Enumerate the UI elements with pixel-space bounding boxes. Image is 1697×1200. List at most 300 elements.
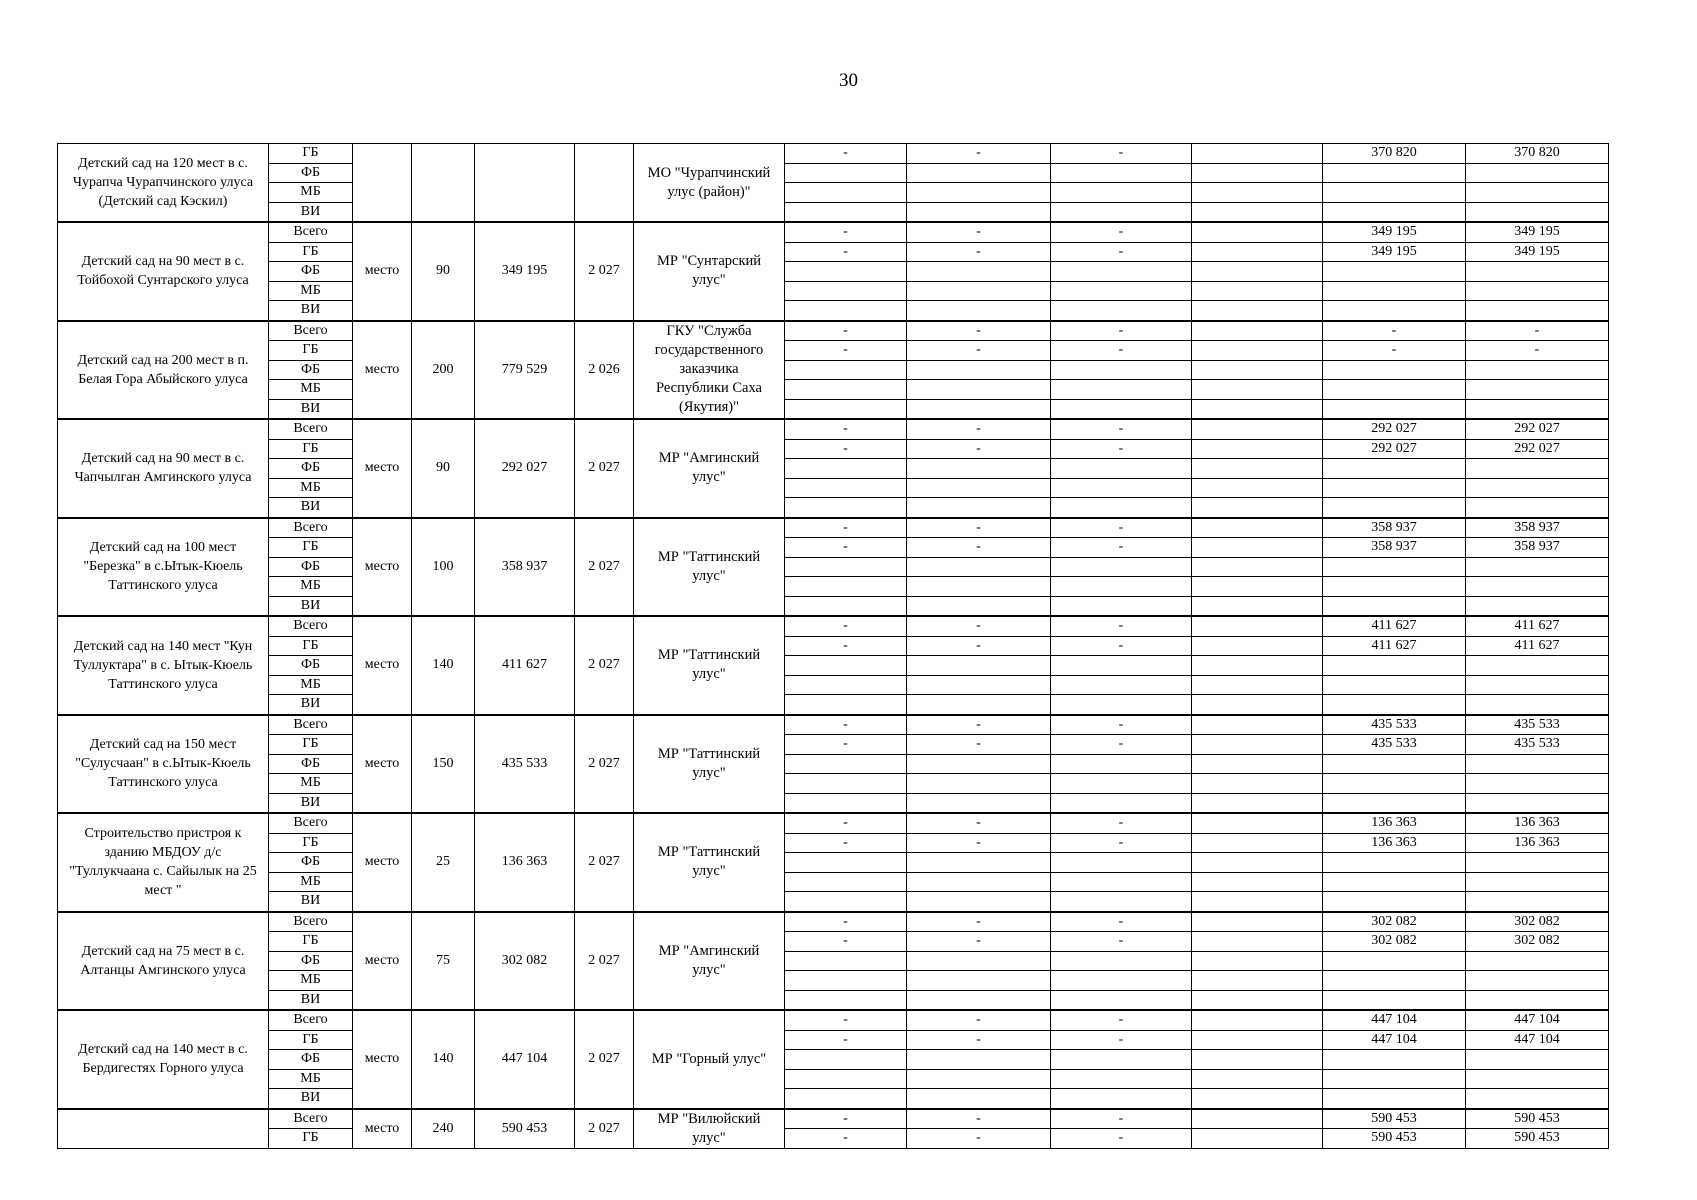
customer-cell: МР "Таттинский улус" — [634, 813, 785, 912]
funding-value-cell: - — [785, 222, 907, 242]
funding-value-cell: 292 027 — [1323, 439, 1466, 459]
funding-value-cell: - — [1051, 715, 1192, 735]
funding-value-cell — [785, 301, 907, 321]
funding-value-cell: - — [785, 144, 907, 164]
funding-value-cell — [1323, 892, 1466, 912]
funding-value-cell: - — [785, 1109, 907, 1129]
customer-cell: МР "Горный улус" — [634, 1010, 785, 1109]
funding-value-cell — [907, 596, 1051, 616]
funding-source-cell: МБ — [269, 872, 353, 892]
funding-source-cell: ГБ — [269, 636, 353, 656]
funding-value-cell: - — [785, 813, 907, 833]
funding-value-cell: 136 363 — [1323, 833, 1466, 853]
capacity-cell: 75 — [412, 912, 475, 1011]
funding-value-cell: - — [907, 735, 1051, 755]
funding-value-cell: 447 104 — [1323, 1010, 1466, 1030]
funding-value-cell — [1323, 577, 1466, 597]
object-name-cell: Детский сад на 90 мест в с. Тойбохой Сунтарского улуса — [58, 222, 269, 321]
table-row — [58, 439, 1609, 459]
object-name-cell: Детский сад на 150 мест "Сулусчаан" в с.Ытык-Кюель Таттинского улуса — [58, 715, 269, 814]
funding-value-cell — [785, 1089, 907, 1109]
funding-value-cell — [1192, 596, 1323, 616]
funding-value-cell — [785, 557, 907, 577]
table-row — [58, 932, 1609, 952]
funding-value-cell — [907, 1069, 1051, 1089]
customer-cell: МР "Амгинский улус" — [634, 912, 785, 1011]
funding-value-cell: - — [1051, 616, 1192, 636]
funding-source-cell: ФБ — [269, 951, 353, 971]
funding-value-cell — [1192, 163, 1323, 183]
funding-value-cell — [1323, 459, 1466, 479]
table-row — [58, 301, 1609, 321]
capacity-cell: 140 — [412, 1010, 475, 1109]
funding-value-cell: - — [1051, 636, 1192, 656]
funding-value-cell — [1051, 1050, 1192, 1070]
funding-value-cell — [1192, 538, 1323, 558]
funding-value-cell: - — [785, 321, 907, 341]
funding-value-cell — [1323, 498, 1466, 518]
funding-value-cell — [907, 557, 1051, 577]
funding-value-cell: - — [907, 912, 1051, 932]
funding-value-cell — [1323, 1069, 1466, 1089]
page-number: 30 — [839, 70, 858, 91]
funding-source-cell: ВИ — [269, 1089, 353, 1109]
table-row — [58, 675, 1609, 695]
funding-value-cell — [1051, 557, 1192, 577]
funding-source-cell: Всего — [269, 419, 353, 439]
funding-value-cell — [1323, 675, 1466, 695]
funding-value-cell: - — [785, 715, 907, 735]
funding-value-cell — [1466, 557, 1609, 577]
funding-source-cell: Всего — [269, 1010, 353, 1030]
funding-value-cell: - — [907, 144, 1051, 164]
funding-value-cell — [1192, 498, 1323, 518]
funding-value-cell: 411 627 — [1466, 636, 1609, 656]
table-row — [58, 202, 1609, 222]
funding-value-cell: - — [907, 1129, 1051, 1149]
funding-value-cell: - — [1051, 912, 1192, 932]
funding-source-cell: Всего — [269, 912, 353, 932]
funding-value-cell — [1323, 163, 1466, 183]
funding-value-cell — [1051, 853, 1192, 873]
unit-cell: место — [353, 1010, 412, 1109]
funding-value-cell: - — [907, 932, 1051, 952]
funding-value-cell — [1192, 1050, 1323, 1070]
table-row — [58, 577, 1609, 597]
funding-value-cell — [907, 459, 1051, 479]
funding-value-cell: - — [907, 518, 1051, 538]
table-row — [58, 557, 1609, 577]
funding-value-cell — [907, 163, 1051, 183]
table-row — [58, 498, 1609, 518]
funding-value-cell — [1051, 1089, 1192, 1109]
funding-value-cell: - — [785, 833, 907, 853]
customer-cell: МР "Таттинский улус" — [634, 518, 785, 617]
funding-value-cell: - — [785, 1129, 907, 1149]
cost-cell: 447 104 — [475, 1010, 575, 1109]
funding-value-cell: 435 533 — [1323, 735, 1466, 755]
funding-source-cell: МБ — [269, 774, 353, 794]
funding-value-cell — [1192, 1109, 1323, 1129]
funding-value-cell: - — [785, 242, 907, 262]
funding-value-cell — [1192, 1069, 1323, 1089]
funding-value-cell — [907, 281, 1051, 301]
funding-value-cell — [785, 656, 907, 676]
funding-value-cell: 435 533 — [1466, 735, 1609, 755]
funding-value-cell: - — [907, 242, 1051, 262]
funding-value-cell: - — [1051, 932, 1192, 952]
funding-source-cell: ВИ — [269, 990, 353, 1010]
funding-value-cell: - — [907, 419, 1051, 439]
customer-cell: МР "Амгинский улус" — [634, 419, 785, 518]
funding-source-cell: Всего — [269, 1109, 353, 1129]
funding-value-cell: 358 937 — [1466, 538, 1609, 558]
funding-value-cell — [1466, 360, 1609, 380]
funding-value-cell: - — [1051, 538, 1192, 558]
funding-value-cell — [785, 1069, 907, 1089]
funding-value-cell — [1051, 202, 1192, 222]
year-cell: 2 027 — [575, 1010, 634, 1109]
table-row — [58, 1069, 1609, 1089]
funding-value-cell — [907, 754, 1051, 774]
capacity-cell: 150 — [412, 715, 475, 814]
funding-value-cell: - — [785, 439, 907, 459]
funding-value-cell — [1466, 498, 1609, 518]
funding-value-cell — [1051, 360, 1192, 380]
funding-value-cell — [1466, 163, 1609, 183]
funding-value-cell — [1192, 478, 1323, 498]
table-row — [58, 912, 1609, 932]
funding-value-cell — [1192, 932, 1323, 952]
funding-value-cell — [1323, 971, 1466, 991]
funding-value-cell: - — [785, 1010, 907, 1030]
funding-value-cell: 292 027 — [1323, 419, 1466, 439]
funding-value-cell: - — [907, 1109, 1051, 1129]
funding-value-cell — [1323, 951, 1466, 971]
capacity-cell: 90 — [412, 222, 475, 321]
funding-value-cell: 349 195 — [1466, 242, 1609, 262]
funding-value-cell — [1192, 793, 1323, 813]
funding-value-cell — [1051, 163, 1192, 183]
funding-value-cell — [785, 262, 907, 282]
funding-value-cell — [1192, 675, 1323, 695]
funding-value-cell: - — [1051, 518, 1192, 538]
object-name-cell: Строительство пристроя к зданию МБДОУ д/с "Туллукчаана с. Сайылык на 25 мест " — [58, 813, 269, 912]
table-row — [58, 281, 1609, 301]
funding-value-cell — [1192, 1129, 1323, 1149]
funding-value-cell — [907, 853, 1051, 873]
customer-cell: МО "Чурапчинский улус (район)" — [634, 144, 785, 223]
funding-value-cell: 370 820 — [1466, 144, 1609, 164]
funding-value-cell — [1051, 971, 1192, 991]
object-name-cell: Детский сад на 140 мест в с. Бердигестях Горного улуса — [58, 1010, 269, 1109]
table-row — [58, 636, 1609, 656]
table-row — [58, 971, 1609, 991]
funding-value-cell — [1192, 1030, 1323, 1050]
funding-value-cell — [1466, 675, 1609, 695]
year-cell: 2 027 — [575, 518, 634, 617]
funding-source-cell: ФБ — [269, 163, 353, 183]
customer-cell: ГКУ "Служба государственного заказчика Республики Саха (Якутия)" — [634, 321, 785, 420]
table-body — [58, 144, 1609, 1149]
funding-value-cell — [907, 478, 1051, 498]
funding-value-cell — [1192, 202, 1323, 222]
funding-value-cell — [1466, 853, 1609, 873]
funding-value-cell — [1192, 321, 1323, 341]
year-cell: 2 027 — [575, 912, 634, 1011]
funding-source-cell: ВИ — [269, 596, 353, 616]
unit-cell: место — [353, 616, 412, 715]
capacity-cell: 90 — [412, 419, 475, 518]
funding-value-cell: - — [907, 813, 1051, 833]
funding-value-cell — [1192, 951, 1323, 971]
funding-value-cell — [785, 754, 907, 774]
funding-value-cell — [1051, 478, 1192, 498]
funding-value-cell: - — [907, 439, 1051, 459]
funding-value-cell: - — [907, 341, 1051, 361]
funding-value-cell: - — [907, 538, 1051, 558]
customer-cell: МР "Таттинский улус" — [634, 715, 785, 814]
table-row — [58, 892, 1609, 912]
funding-value-cell — [1466, 1089, 1609, 1109]
funding-value-cell — [1466, 872, 1609, 892]
funding-value-cell: - — [1051, 144, 1192, 164]
funding-value-cell — [1051, 281, 1192, 301]
funding-value-cell — [1323, 262, 1466, 282]
funding-value-cell — [1192, 656, 1323, 676]
funding-value-cell — [1323, 557, 1466, 577]
table-row — [58, 990, 1609, 1010]
funding-value-cell — [1192, 380, 1323, 400]
funding-value-cell — [1466, 656, 1609, 676]
object-name-cell: Детский сад на 120 мест в с. Чурапча Чурапчинского улуса (Детский сад Кэскил) — [58, 144, 269, 223]
funding-value-cell: - — [785, 912, 907, 932]
funding-value-cell — [1192, 144, 1323, 164]
funding-value-cell — [907, 262, 1051, 282]
funding-value-cell — [1323, 596, 1466, 616]
funding-value-cell: 370 820 — [1323, 144, 1466, 164]
funding-value-cell — [1466, 183, 1609, 203]
object-name-cell: Детский сад на 100 мест "Березка" в с.Ытык-Кюель Таттинского улуса — [58, 518, 269, 617]
funding-value-cell: 302 082 — [1323, 932, 1466, 952]
funding-value-cell — [1051, 459, 1192, 479]
funding-value-cell — [1192, 636, 1323, 656]
funding-value-cell — [907, 675, 1051, 695]
funding-value-cell — [907, 380, 1051, 400]
cost-cell: 292 027 — [475, 419, 575, 518]
capacity-cell — [412, 144, 475, 223]
funding-value-cell: 435 533 — [1466, 715, 1609, 735]
table-row — [58, 144, 1609, 164]
funding-value-cell — [1051, 301, 1192, 321]
funding-source-cell: ФБ — [269, 262, 353, 282]
funding-value-cell — [1466, 577, 1609, 597]
funding-value-cell — [785, 793, 907, 813]
funding-value-cell — [907, 577, 1051, 597]
funding-value-cell — [785, 892, 907, 912]
funding-source-cell: ГБ — [269, 1129, 353, 1149]
object-name-cell: Детский сад на 140 мест "Кун Туллуктара" в с. Ытык-Кюель Таттинского улуса — [58, 616, 269, 715]
funding-value-cell: - — [907, 1030, 1051, 1050]
cost-cell: 435 533 — [475, 715, 575, 814]
funding-value-cell — [1466, 380, 1609, 400]
funding-value-cell — [1323, 478, 1466, 498]
funding-value-cell: 136 363 — [1466, 813, 1609, 833]
funding-value-cell — [1051, 774, 1192, 794]
funding-value-cell — [1192, 242, 1323, 262]
funding-value-cell — [1051, 872, 1192, 892]
funding-value-cell — [1051, 695, 1192, 715]
table-row — [58, 518, 1609, 538]
funding-value-cell — [1192, 853, 1323, 873]
funding-value-cell — [1192, 399, 1323, 419]
unit-cell — [353, 144, 412, 223]
funding-value-cell: - — [1051, 222, 1192, 242]
table-row — [58, 262, 1609, 282]
funding-value-cell: 411 627 — [1466, 616, 1609, 636]
funding-value-cell — [1323, 793, 1466, 813]
funding-value-cell — [1192, 577, 1323, 597]
funding-value-cell — [1051, 262, 1192, 282]
funding-value-cell: - — [1051, 1109, 1192, 1129]
funding-source-cell: ФБ — [269, 557, 353, 577]
funding-source-cell: ГБ — [269, 144, 353, 164]
funding-value-cell — [907, 695, 1051, 715]
funding-value-cell — [1192, 912, 1323, 932]
cost-cell: 136 363 — [475, 813, 575, 912]
funding-value-cell: 358 937 — [1323, 538, 1466, 558]
funding-value-cell — [785, 380, 907, 400]
customer-cell: МР "Таттинский улус" — [634, 616, 785, 715]
funding-value-cell — [907, 202, 1051, 222]
funding-value-cell: 349 195 — [1466, 222, 1609, 242]
funding-value-cell — [1051, 1069, 1192, 1089]
funding-value-cell — [907, 892, 1051, 912]
funding-value-cell — [1051, 577, 1192, 597]
funding-value-cell — [1192, 301, 1323, 321]
funding-value-cell — [907, 1050, 1051, 1070]
table-row — [58, 951, 1609, 971]
funding-value-cell: - — [785, 518, 907, 538]
funding-value-cell — [907, 951, 1051, 971]
funding-value-cell — [907, 971, 1051, 991]
funding-value-cell — [1192, 183, 1323, 203]
funding-value-cell — [1192, 262, 1323, 282]
funding-value-cell — [1466, 478, 1609, 498]
funding-value-cell — [1323, 202, 1466, 222]
funding-value-cell — [1192, 1089, 1323, 1109]
funding-value-cell — [785, 596, 907, 616]
capacity-cell: 25 — [412, 813, 475, 912]
funding-value-cell — [1192, 518, 1323, 538]
unit-cell: место — [353, 1109, 412, 1149]
table-row — [58, 853, 1609, 873]
funding-source-cell: ВИ — [269, 301, 353, 321]
funding-source-cell: МБ — [269, 183, 353, 203]
funding-value-cell: - — [907, 1010, 1051, 1030]
funding-source-cell: МБ — [269, 971, 353, 991]
funding-value-cell — [785, 990, 907, 1010]
funding-value-cell: 302 082 — [1323, 912, 1466, 932]
funding-value-cell: - — [1051, 1030, 1192, 1050]
funding-value-cell — [1051, 399, 1192, 419]
funding-source-cell: ФБ — [269, 754, 353, 774]
funding-value-cell — [1192, 892, 1323, 912]
funding-value-cell — [1323, 380, 1466, 400]
funding-value-cell: - — [1051, 242, 1192, 262]
funding-value-cell — [1323, 281, 1466, 301]
cost-cell: 590 453 — [475, 1109, 575, 1149]
table-row — [58, 380, 1609, 400]
funding-value-cell: - — [907, 616, 1051, 636]
table-row — [58, 656, 1609, 676]
funding-value-cell: - — [907, 222, 1051, 242]
table-row — [58, 419, 1609, 439]
funding-value-cell: - — [907, 636, 1051, 656]
funding-value-cell — [1192, 813, 1323, 833]
funding-value-cell — [1323, 774, 1466, 794]
table-row — [58, 833, 1609, 853]
funding-value-cell: - — [1323, 321, 1466, 341]
unit-cell: место — [353, 813, 412, 912]
capacity-cell: 200 — [412, 321, 475, 420]
object-name-cell — [58, 1109, 269, 1149]
table-row — [58, 183, 1609, 203]
funding-value-cell — [1051, 754, 1192, 774]
funding-value-cell — [1466, 793, 1609, 813]
funding-value-cell — [1192, 715, 1323, 735]
funding-value-cell — [785, 675, 907, 695]
funding-value-cell — [1466, 990, 1609, 1010]
funding-value-cell — [1051, 183, 1192, 203]
funding-value-cell — [1192, 971, 1323, 991]
funding-value-cell — [1466, 399, 1609, 419]
funding-value-cell — [1323, 183, 1466, 203]
funding-source-cell: Всего — [269, 321, 353, 341]
year-cell: 2 026 — [575, 321, 634, 420]
funding-source-cell: МБ — [269, 380, 353, 400]
funding-value-cell: - — [1051, 813, 1192, 833]
funding-value-cell: - — [1051, 419, 1192, 439]
funding-value-cell: 358 937 — [1323, 518, 1466, 538]
funding-value-cell — [1466, 971, 1609, 991]
object-name-cell: Детский сад на 75 мест в с. Алтанцы Амгинского улуса — [58, 912, 269, 1011]
funding-value-cell: - — [1051, 341, 1192, 361]
table-row — [58, 735, 1609, 755]
funding-value-cell — [907, 301, 1051, 321]
funding-value-cell — [785, 951, 907, 971]
funding-value-cell: - — [1466, 321, 1609, 341]
table-row — [58, 774, 1609, 794]
funding-value-cell — [1051, 951, 1192, 971]
funding-value-cell — [1323, 1089, 1466, 1109]
unit-cell: место — [353, 715, 412, 814]
funding-source-cell: ГБ — [269, 439, 353, 459]
funding-value-cell — [1323, 1050, 1466, 1070]
funding-value-cell — [1192, 695, 1323, 715]
funding-value-cell — [1192, 341, 1323, 361]
table-row — [58, 478, 1609, 498]
funding-value-cell: - — [1051, 439, 1192, 459]
funding-source-cell: ВИ — [269, 892, 353, 912]
table-row — [58, 1109, 1609, 1129]
funding-value-cell: 590 453 — [1466, 1129, 1609, 1149]
funding-value-cell — [1051, 498, 1192, 518]
funding-value-cell — [907, 399, 1051, 419]
funding-value-cell — [1192, 459, 1323, 479]
table-row — [58, 596, 1609, 616]
funding-value-cell — [907, 1089, 1051, 1109]
